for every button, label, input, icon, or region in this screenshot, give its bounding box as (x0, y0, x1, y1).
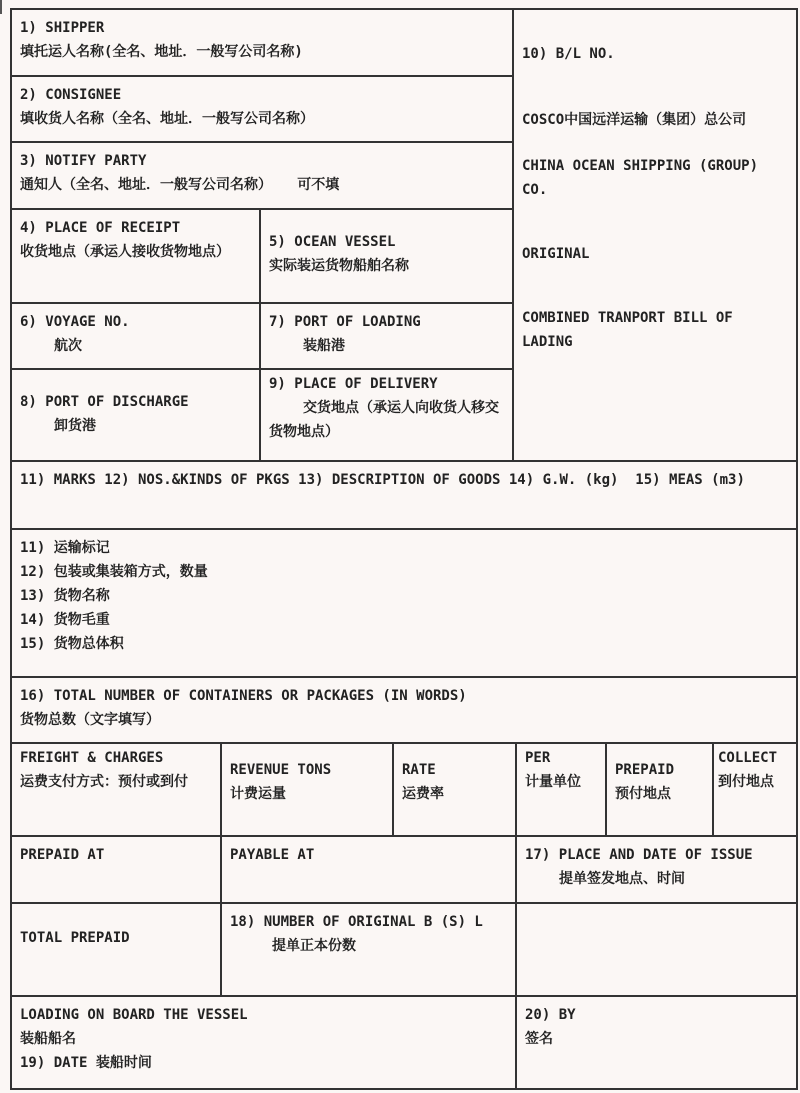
prepaid-hint: 预付地点 (615, 786, 671, 802)
receipt-hint: 收货地点（承运人接收货物地点） (20, 244, 230, 260)
originals-label: 18) NUMBER OF ORIGINAL B (S) L (230, 914, 483, 930)
shipper-hint: 填托运人名称(全名、地址．一般写公司名称) (20, 44, 303, 60)
place-date-issue-field[interactable] (515, 835, 798, 904)
collect-cell[interactable] (712, 742, 798, 837)
page-edge (0, 0, 2, 14)
rate-hint: 运费率 (402, 786, 444, 802)
loading-label: 7) PORT OF LOADING (269, 314, 421, 330)
payable-at-label: PAYABLE AT (230, 847, 315, 863)
notify-hint: 通知人（全名、地址．一般写公司名称） 可不填 (20, 177, 340, 193)
goods-header-text: 11) MARKS 12) NOS.&KINDS OF PKGS 13) DESCRIPTION OF GOODS 14) G.W. (kg) 15) MEAS (m3) (20, 472, 745, 488)
cosco-name-zh: COSCO中国远洋运输（集团）总公司 (522, 112, 747, 128)
voyage-field[interactable] (10, 302, 261, 370)
originals-hint: 提单正本份数 (272, 938, 356, 954)
goods-header (10, 460, 798, 530)
cosco-name-en: CHINA OCEAN SHIPPING (GROUP) CO. (522, 158, 767, 198)
total-prepaid-label: TOTAL PREPAID (20, 930, 130, 946)
notify-party-field[interactable] (10, 141, 514, 210)
rate-cell[interactable] (392, 742, 517, 837)
prepaid-cell[interactable] (605, 742, 714, 837)
revenue-label: REVENUE TONS (230, 762, 332, 778)
notify-label: 3) NOTIFY PARTY (20, 153, 147, 169)
consignee-hint: 填收货人名称（全名、地址．一般写公司名称） (20, 111, 314, 127)
goods-line: 15) 货物总体积 (20, 636, 124, 652)
port-of-loading-field[interactable] (259, 302, 514, 370)
revenue-hint: 计费运量 (230, 786, 286, 802)
port-of-discharge-field[interactable] (10, 368, 261, 462)
freight-hint: 运费支付方式：预付或到付 (20, 774, 188, 790)
by-label: 20) BY (525, 1007, 576, 1023)
signature-field[interactable] (515, 995, 798, 1090)
rate-label: RATE (402, 762, 436, 778)
per-label: PER (525, 750, 551, 766)
voyage-hint: 航次 (54, 338, 82, 354)
freight-label: FREIGHT & CHARGES (20, 750, 164, 766)
onboard-date-label: 19) DATE 装船时间 (20, 1055, 152, 1071)
per-hint: 计量单位 (525, 774, 581, 790)
vessel-label: 5) OCEAN VESSEL (269, 234, 396, 250)
per-cell[interactable] (515, 742, 607, 837)
total-prepaid-field[interactable] (10, 902, 222, 997)
total-packages-field[interactable] (10, 676, 798, 744)
consignee-field[interactable] (10, 75, 514, 143)
total-hint: 货物总数（文字填写） (20, 712, 160, 728)
loading-on-board-field[interactable] (10, 995, 517, 1090)
collect-label: COLLECT (718, 750, 778, 766)
issue-label: 17) PLACE AND DATE OF ISSUE (525, 847, 753, 863)
revenue-tons-cell[interactable] (220, 742, 394, 837)
prepaid-at-field[interactable] (10, 835, 222, 904)
original-label: ORIGINAL (522, 246, 590, 262)
bl-number-label: 10) B/L NO. (522, 46, 615, 62)
goods-line: 14) 货物毛重 (20, 612, 110, 628)
discharge-hint: 卸货港 (54, 418, 96, 434)
ocean-vessel-field[interactable] (259, 208, 514, 304)
bl-info-panel (512, 8, 798, 462)
by-hint: 签名 (525, 1031, 553, 1047)
shipper-label: 1) SHIPPER (20, 20, 105, 36)
consignee-label: 2) CONSIGNEE (20, 87, 122, 103)
place-of-receipt-field[interactable] (10, 208, 261, 304)
receipt-label: 4) PLACE OF RECEIPT (20, 220, 181, 236)
prepaid-at-label: PREPAID AT (20, 847, 105, 863)
place-of-delivery-field[interactable] (259, 368, 514, 462)
vessel-hint: 实际装运货物船舶名称 (269, 258, 409, 274)
blank-cell[interactable] (515, 902, 798, 997)
delivery-hint: 交货地点（承运人向收货人移交货物地点） (269, 400, 499, 440)
onboard-label: LOADING ON BOARD THE VESSEL (20, 1007, 248, 1023)
delivery-label: 9) PLACE OF DELIVERY (269, 376, 438, 392)
shipper-field[interactable] (10, 8, 514, 77)
freight-charges-cell[interactable] (10, 742, 222, 837)
loading-hint: 装船港 (303, 338, 345, 354)
total-label: 16) TOTAL NUMBER OF CONTAINERS OR PACKAGES (IN WORDS) (20, 688, 467, 704)
goods-line: 12) 包装或集装箱方式，数量 (20, 564, 208, 580)
goods-line: 13) 货物名称 (20, 588, 110, 604)
collect-hint: 到付地点 (718, 774, 774, 790)
prepaid-label: PREPAID (615, 762, 675, 778)
goods-description-field[interactable] (10, 528, 798, 678)
onboard-hint: 装船船名 (20, 1031, 76, 1047)
issue-hint: 提单签发地点、时间 (559, 871, 685, 887)
combined-transport-title: COMBINED TRANPORT BILL OF LADING (522, 310, 742, 350)
goods-line: 11) 运输标记 (20, 540, 110, 556)
voyage-label: 6) VOYAGE NO. (20, 314, 130, 330)
payable-at-field[interactable] (220, 835, 517, 904)
discharge-label: 8) PORT OF DISCHARGE (20, 394, 189, 410)
original-bl-count-field[interactable] (220, 902, 517, 997)
